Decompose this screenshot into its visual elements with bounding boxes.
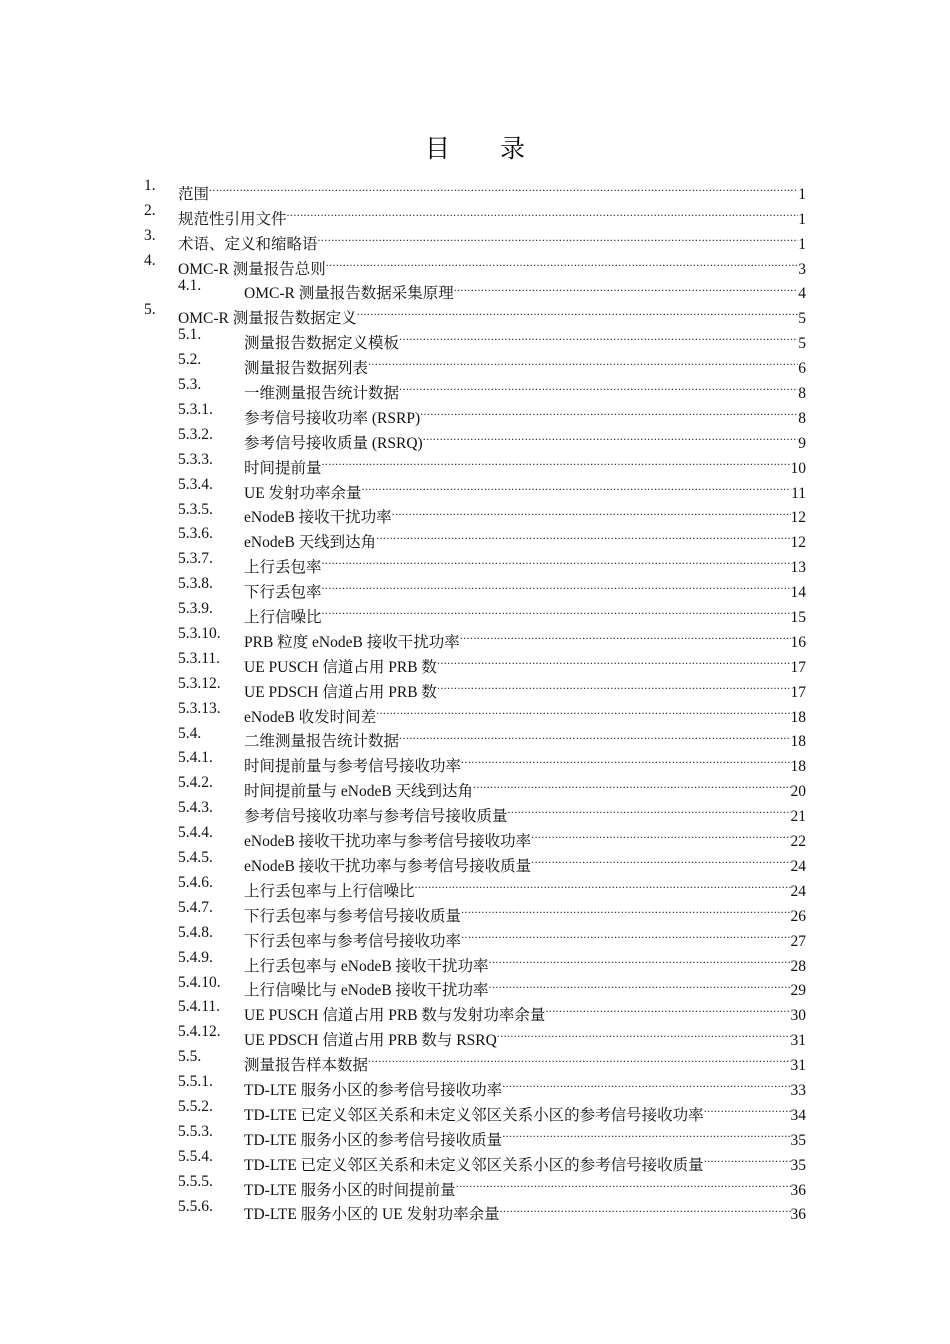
toc-dot-leader <box>489 971 791 996</box>
toc-entry-page-number: 31 <box>790 1057 806 1075</box>
toc-entry-number: 5.3.7. <box>178 550 213 568</box>
toc-entry-page-number: 36 <box>790 1181 806 1199</box>
toc-dot-leader <box>357 298 799 323</box>
toc-entry-label: 时间提前量与参考信号接收功率 <box>244 758 462 776</box>
toc-entry-number: 5.3.13. <box>178 699 221 717</box>
toc-entry[interactable] <box>0 896 950 925</box>
toc-entry-number: 5.2. <box>178 351 202 369</box>
toc-entry-page-number: 29 <box>790 982 806 1000</box>
toc-list <box>0 174 950 1224</box>
toc-entry-label: 下行丢包率 <box>244 584 322 602</box>
toc-entry[interactable] <box>0 821 950 851</box>
toc-title-char-1: 目 <box>424 134 450 163</box>
toc-entry-page-number: 30 <box>790 1007 806 1025</box>
toc-entry[interactable] <box>0 1120 950 1149</box>
toc-entry[interactable] <box>0 298 950 328</box>
toc-entry-page-number: 5 <box>798 310 806 328</box>
toc-entry-label: eNodeB 收发时间差 <box>244 708 377 726</box>
toc-entry-number: 5.3.1. <box>178 401 213 419</box>
toc-title-char-2: 录 <box>500 134 526 163</box>
toc-entry[interactable] <box>0 946 950 975</box>
toc-entry-number: 5.4.2. <box>178 774 213 792</box>
toc-dot-leader <box>287 199 799 224</box>
toc-entry[interactable] <box>0 522 950 552</box>
toc-dot-leader <box>420 398 798 423</box>
toc-entry[interactable] <box>0 1070 950 1099</box>
toc-dot-leader <box>376 697 790 722</box>
toc-entry-page-number: 11 <box>791 484 806 502</box>
toc-entry-page-number: 24 <box>790 882 806 900</box>
toc-entry-label: TD-LTE 服务小区的 UE 发射功率余量 <box>244 1206 500 1224</box>
toc-entry[interactable] <box>0 697 950 726</box>
toc-entry[interactable] <box>0 921 950 950</box>
toc-entry-number: 5.4.12. <box>178 1023 221 1041</box>
toc-dot-leader <box>362 473 792 498</box>
toc-dot-leader <box>376 522 790 547</box>
toc-dot-leader <box>489 946 791 971</box>
toc-entry-page-number: 8 <box>798 385 806 403</box>
toc-entry-page-number: 4 <box>798 285 806 303</box>
toc-entry-page-number: 18 <box>790 708 806 726</box>
toc-entry-label: 术语、定义和缩略语 <box>178 235 318 253</box>
toc-entry[interactable] <box>0 995 950 1025</box>
toc-entry-page-number: 35 <box>790 1131 806 1149</box>
toc-entry[interactable] <box>0 1095 950 1124</box>
toc-entry-label: TD-LTE 服务小区的参考信号接收质量 <box>244 1131 503 1149</box>
toc-entry-label: UE PDSCH 信道占用 PRB 数与 RSRQ <box>244 1032 497 1050</box>
toc-entry-page-number: 15 <box>790 609 806 627</box>
toc-entry-number: 5.1. <box>178 326 202 344</box>
toc-entry-label: 上行信噪比与 eNodeB 接收干扰功率 <box>244 982 489 1000</box>
toc-entry-label: eNodeB 天线到达角 <box>244 534 377 552</box>
toc-entry-number: 5.4.4. <box>178 824 213 842</box>
toc-entry-page-number: 16 <box>790 633 806 651</box>
toc-entry-number: 5.4.1. <box>178 749 213 767</box>
toc-dot-leader <box>531 846 790 871</box>
toc-entry-label: 规范性引用文件 <box>178 210 287 228</box>
toc-dot-leader <box>399 722 790 747</box>
toc-entry-label: OMC-R 测量报告数据定义 <box>178 310 357 328</box>
toc-entry-label: UE PUSCH 信道占用 PRB 数与发射功率余量 <box>244 1007 546 1025</box>
toc-entry[interactable] <box>0 1045 950 1075</box>
toc-entry[interactable] <box>0 323 950 353</box>
toc-dot-leader <box>399 323 798 348</box>
toc-entry[interactable] <box>0 771 950 801</box>
toc-entry-label: eNodeB 接收干扰功率与参考信号接收质量 <box>244 857 532 875</box>
toc-entry-label: 参考信号接收功率与参考信号接收质量 <box>244 808 508 826</box>
toc-entry-page-number: 34 <box>790 1106 806 1124</box>
toc-entry-label: TD-LTE 服务小区的时间提前量 <box>244 1181 456 1199</box>
toc-entry-number: 1. <box>144 177 156 194</box>
toc-dot-leader <box>704 1095 791 1120</box>
toc-entry-page-number: 18 <box>790 758 806 776</box>
toc-entry-label: 下行丢包率与参考信号接收功率 <box>244 932 462 950</box>
toc-entry-label: OMC-R 测量报告数据采集原理 <box>244 285 454 303</box>
toc-dot-leader <box>322 448 791 473</box>
toc-dot-leader <box>461 896 790 921</box>
toc-entry-number: 5.4.9. <box>178 948 213 966</box>
toc-entry-number: 5.3.5. <box>178 500 213 518</box>
toc-dot-leader <box>437 647 791 672</box>
toc-entry[interactable] <box>0 722 950 751</box>
toc-entry-page-number: 1 <box>798 235 806 253</box>
toc-entry-page-number: 8 <box>798 409 806 427</box>
toc-entry[interactable] <box>0 199 950 228</box>
toc-entry-page-number: 36 <box>790 1206 806 1224</box>
toc-dot-leader <box>415 871 791 896</box>
toc-entry-number: 5.3.9. <box>178 600 213 618</box>
toc-entry-page-number: 18 <box>790 733 806 751</box>
toc-entry-page-number: 13 <box>790 559 806 577</box>
toc-entry[interactable] <box>0 871 950 900</box>
toc-entry-number: 5.5.5. <box>178 1172 213 1190</box>
toc-entry-page-number: 22 <box>790 833 806 851</box>
toc-dot-leader <box>423 423 799 448</box>
toc-entry-label: TD-LTE 已定义邻区关系和未定义邻区关系小区的参考信号接收功率 <box>244 1106 704 1124</box>
toc-entry[interactable] <box>0 796 950 826</box>
toc-entry-label: TD-LTE 服务小区的参考信号接收功率 <box>244 1081 503 1099</box>
toc-entry[interactable] <box>0 348 950 378</box>
toc-entry-page-number: 17 <box>790 658 806 676</box>
toc-entry-page-number: 17 <box>790 683 806 701</box>
toc-entry-label: 上行丢包率 <box>244 559 322 577</box>
toc-entry[interactable] <box>0 473 950 502</box>
toc-entry-label: 下行丢包率与参考信号接收质量 <box>244 907 462 925</box>
toc-entry-label: 参考信号接收质量 (RSRQ) <box>244 434 423 452</box>
toc-entry-page-number: 1 <box>798 210 806 228</box>
toc-entry-number: 5.4.8. <box>178 923 213 941</box>
toc-entry[interactable] <box>0 498 950 527</box>
toc-entry-label: eNodeB 接收干扰功率 <box>244 509 392 527</box>
toc-dot-leader <box>473 771 790 796</box>
toc-entry-number: 5.5.1. <box>178 1073 213 1091</box>
toc-entry-number: 5.3.6. <box>178 525 213 543</box>
toc-entry[interactable] <box>0 174 950 203</box>
toc-dot-leader <box>502 1120 790 1145</box>
toc-entry[interactable] <box>0 597 950 627</box>
toc-entry[interactable] <box>0 373 950 403</box>
toc-entry-page-number: 9 <box>798 434 806 452</box>
toc-dot-leader <box>368 348 798 373</box>
toc-entry-label: UE PUSCH 信道占用 PRB 数 <box>244 658 437 676</box>
toc-entry-label: 一维测量报告统计数据 <box>244 385 400 403</box>
toc-entry-number: 5.3.10. <box>178 625 221 643</box>
toc-entry-number: 5.4.7. <box>178 898 213 916</box>
toc-entry-page-number: 24 <box>790 857 806 875</box>
toc-entry[interactable] <box>0 423 950 452</box>
toc-entry-label: 上行丢包率与上行信噪比 <box>244 882 415 900</box>
toc-entry-number: 5.4.10. <box>178 973 221 991</box>
toc-dot-leader <box>704 1145 791 1170</box>
toc-entry[interactable] <box>0 547 950 577</box>
toc-dot-leader <box>368 1045 790 1070</box>
toc-entry-page-number: 14 <box>790 584 806 602</box>
toc-dot-leader <box>322 572 791 597</box>
toc-entry[interactable] <box>0 672 950 701</box>
toc-dot-leader <box>437 672 791 697</box>
toc-entry-page-number: 6 <box>798 360 806 378</box>
toc-entry-label: UE PDSCH 信道占用 PRB 数 <box>244 683 437 701</box>
toc-dot-leader <box>461 921 790 946</box>
toc-entry-page-number: 20 <box>790 783 806 801</box>
toc-entry-number: 5.4.6. <box>178 873 213 891</box>
toc-entry-number: 5.5.3. <box>178 1122 213 1140</box>
toc-dot-leader <box>326 249 799 274</box>
toc-entry[interactable] <box>0 572 950 602</box>
toc-entry-number: 5.3.11. <box>178 649 221 667</box>
toc-entry-label: 测量报告数据列表 <box>244 360 369 378</box>
toc-dot-leader <box>209 174 798 199</box>
toc-dot-leader <box>497 1020 791 1045</box>
toc-entry-label: 二维测量报告统计数据 <box>244 733 400 751</box>
toc-entry-page-number: 28 <box>790 957 806 975</box>
toc-entry-page-number: 33 <box>790 1081 806 1099</box>
toc-entry[interactable] <box>0 746 950 776</box>
toc-entry-number: 5.5.4. <box>178 1147 213 1165</box>
toc-dot-leader <box>322 547 791 572</box>
toc-entry-label: 范围 <box>178 185 210 203</box>
toc-entry-number: 5.5. <box>178 1048 202 1066</box>
toc-entry-label: 时间提前量 <box>244 459 322 477</box>
toc-entry-label: OMC-R 测量报告总则 <box>178 260 326 278</box>
toc-entry-label: 上行丢包率与 eNodeB 接收干扰功率 <box>244 957 489 975</box>
toc-dot-leader <box>456 1170 791 1195</box>
toc-entry-number: 5.3. <box>178 376 202 394</box>
toc-dot-leader <box>322 597 791 622</box>
toc-entry-page-number: 1 <box>798 185 806 203</box>
toc-dot-leader <box>461 746 790 771</box>
toc-entry-number: 5.3.4. <box>178 475 213 493</box>
toc-entry-page-number: 26 <box>790 907 806 925</box>
toc-entry[interactable] <box>0 224 950 253</box>
toc-entry-page-number: 10 <box>790 459 806 477</box>
toc-entry-number: 5.5.2. <box>178 1097 213 1115</box>
toc-entry[interactable] <box>0 1195 950 1224</box>
toc-entry-label: 上行信噪比 <box>244 609 322 627</box>
toc-entry-number: 3. <box>144 226 156 244</box>
toc-entry-label: 测量报告样本数据 <box>244 1057 369 1075</box>
toc-entry-label: 参考信号接收功率 (RSRP) <box>244 409 421 427</box>
toc-entry-number: 5.4.3. <box>178 799 213 817</box>
toc-entry-number: 5.5.6. <box>178 1197 213 1215</box>
toc-entry[interactable] <box>0 971 950 1000</box>
toc-dot-leader <box>508 796 791 821</box>
toc-entry-page-number: 12 <box>790 534 806 552</box>
toc-entry-page-number: 35 <box>790 1156 806 1174</box>
toc-entry-label: eNodeB 接收干扰功率与参考信号接收功率 <box>244 833 532 851</box>
toc-entry[interactable] <box>0 1020 950 1050</box>
toc-entry-body <box>244 1195 806 1229</box>
toc-entry[interactable] <box>0 647 950 676</box>
toc-entry-number: 5.4.11. <box>178 998 221 1016</box>
toc-dot-leader <box>500 1195 791 1220</box>
toc-entry[interactable] <box>0 274 950 303</box>
toc-entry-page-number: 12 <box>790 509 806 527</box>
toc-title <box>0 132 950 166</box>
toc-entry-number: 5.3.3. <box>178 450 213 468</box>
toc-entry-label: 时间提前量与 eNodeB 天线到达角 <box>244 783 474 801</box>
toc-dot-leader <box>399 373 798 398</box>
toc-entry-number: 4. <box>144 251 156 269</box>
toc-entry-page-number: 3 <box>798 260 806 278</box>
toc-entry-number: 4.1. <box>178 276 202 294</box>
toc-entry-label: PRB 粒度 eNodeB 接收干扰功率 <box>244 633 460 651</box>
toc-dot-leader <box>392 498 791 523</box>
toc-entry-page-number: 21 <box>790 808 806 826</box>
toc-entry-number: 5. <box>144 301 156 319</box>
toc-dot-leader <box>454 274 799 299</box>
toc-entry-label: UE 发射功率余量 <box>244 484 362 502</box>
toc-entry-number: 5.4. <box>178 724 202 742</box>
toc-entry[interactable] <box>0 249 950 278</box>
toc-dot-leader <box>318 224 799 249</box>
toc-entry-number: 5.4.5. <box>178 849 213 867</box>
toc-entry-label: 测量报告数据定义模板 <box>244 335 400 353</box>
toc-entry-page-number: 27 <box>790 932 806 950</box>
toc-entry-number: 5.3.2. <box>178 425 213 443</box>
toc-entry[interactable] <box>0 1145 950 1174</box>
toc-entry-number: 5.3.8. <box>178 575 213 593</box>
toc-dot-leader <box>545 995 790 1020</box>
toc-entry[interactable] <box>0 846 950 875</box>
toc-entry[interactable] <box>0 398 950 427</box>
toc-dot-leader <box>502 1070 790 1095</box>
toc-entry[interactable] <box>0 1170 950 1199</box>
toc-dot-leader <box>531 821 790 846</box>
toc-entry[interactable] <box>0 448 950 477</box>
toc-entry-label: TD-LTE 已定义邻区关系和未定义邻区关系小区的参考信号接收质量 <box>244 1156 704 1174</box>
toc-entry[interactable] <box>0 622 950 651</box>
toc-dot-leader <box>460 622 791 647</box>
toc-entry-number: 2. <box>144 201 156 219</box>
toc-entry-page-number: 5 <box>798 335 806 353</box>
toc-entry-number: 5.3.12. <box>178 674 221 692</box>
toc-entry-page-number: 31 <box>790 1032 806 1050</box>
